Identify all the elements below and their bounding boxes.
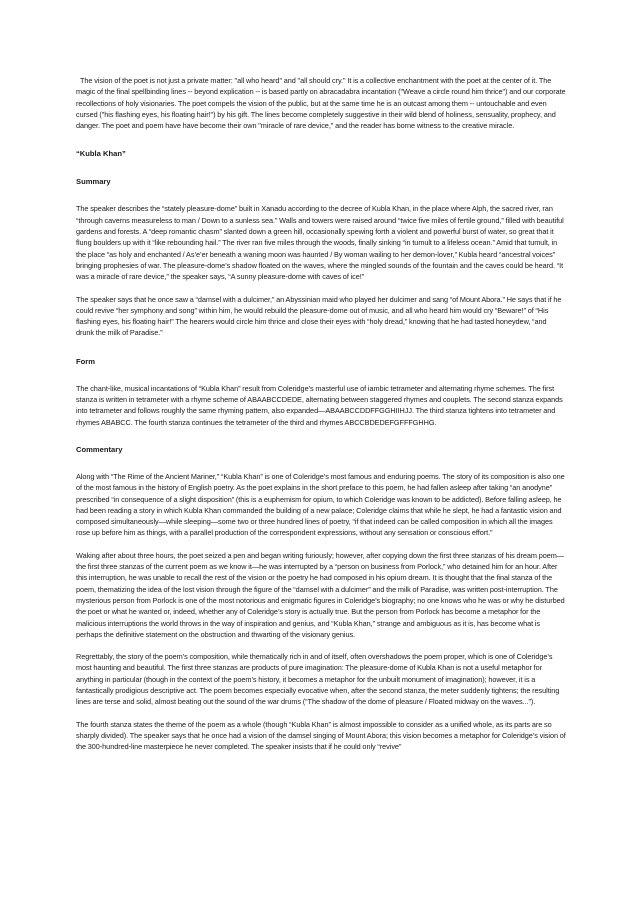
commentary-paragraph-1: Along with “The Rime of the Ancient Mariner,” “Kubla Khan” is one of Coleridge’s most famous and enduring poems. The story of its composition is also one of the most famous in the history of English poetry. As the poet explains in the short preface to this poem, he had fallen asleep after taking “an anodyne” prescribed “in consequence of a slight disposition” (this is a euphemism for opium, to which Coleridge was known to be addicted). Before falling asleep, he had been reading a story in which Kubla Khan commanded the building of a new palace; Coleridge claims that while he slept, he had a fantastic vision and composed simultaneously—while sleeping—some two or three hundred lines of poetry, “if that indeed can be called composition in which all the images rose up before him as things, with a parallel production of the correspondent expressions, without any sensation or conscious effort.” bbox=[76, 471, 565, 538]
form-paragraph-1: The chant-like, musical incantations of “Kubla Khan” result from Coleridge’s masterful use of iambic tetrameter and alternating rhyme schemes. The first stanza is written in tetrameter with a rhyme scheme of ABAABCCDEDE, alternating between staggered rhymes and couplets. The second stanza expands into tetrameter and follows roughly the same rhyming pattern, also expanded—ABAABCCDDFFGGHIIHJJ. The third stanza tightens into tetrameter and rhymes ABABCC. The fourth stanza continues the tetrameter of the third and rhymes ABCCBDEDEFGFFFGHHG. bbox=[76, 383, 563, 427]
commentary-paragraph-4: The fourth stanza states the theme of the poem as a whole (though “Kubla Khan” is almost impossible to consider as a unified whole, as its parts are so sharply divided). The speaker says that he once had a vision of the damsel singing of Mount Abora; this vision becomes a metaphor for Coleridge’s vision of the 300-hundred-line masterpiece he never completed. The speaker insists that if he could only “revive” bbox=[76, 719, 566, 752]
commentary-paragraph-3: Regrettably, the story of the poem’s composition, while thematically rich in and of itself, often overshadows the poem proper, which is one of Coleridge’s most haunting and beautiful. The first three stanzas are products of pure imagination: The pleasure-dome of Kubla Khan is not a useful metaphor for anything in particular (though in the context of the poem’s history, it becomes a metaphor for the unbuilt monument of imagination); however, it is a fantastically prodigious descriptive act. The poem becomes especially evocative when, after the second stanza, the meter suddenly tightens; the resulting lines are terse and solid, almost beating out the sound of the war drums (“The shadow of the dome of pleasure / Floated midway on the waves...”). bbox=[76, 652, 560, 707]
intro-paragraph: The vision of the poet is not just a private matter: "all who heard" and "all should cry." It is a collective enchantment with the poet at the center of it. The magic of the final spellbinding lines -- beyond explication -- is based partly on abracadabra incantation ("Weave a circle round him thrice") and our corporate recollections of holy visionaries. The poet compels the vision of the public, but at the same time he is an outcast among them -- untouchable and even cursed ("his flashing eyes, his floating hair!") by his gift. The lines become completely suggestive in their wild blend of holiness, sensuality, prophecy, and danger. The poet and poem have have become their own "miracle of rare device," and the reader has borne witness to the creative miracle. bbox=[76, 76, 566, 131]
commentary-paragraph-2: Waking after about three hours, the poet seized a pen and began writing furiously; however, after copying down the first three stanzas of his dream poem—the first three stanzas of the current poem as we know it—he was interrupted by a “person on business from Porlock,” who detained him for an hour. After this interruption, he was unable to recall the rest of the vision or the poetry he had composed in his opium dream. It is thought that the final stanza of the poem, thematizing the idea of the lost vision through the figure of the “damsel with a dulcimer” and the milk of Paradise, was written post-interruption. The mysterious person from Porlock is one of the most notorious and enigmatic figures in Coleridge’s biography; no one knows who he was or why he disturbed the poet or what he wanted or, indeed, whether any of Coleridge’s story is actually true. But the person from Porlock has become a metaphor for the malicious interruptions the world throws in the way of inspiration and genius, and “Kubla Khan,” strange and ambiguous as it is, has become what is perhaps the definitive statement on the obstruction and thwarting of the visionary genius. bbox=[76, 550, 565, 639]
form-heading: Form bbox=[76, 356, 95, 366]
summary-paragraph-2: The speaker says that he once saw a “damsel with a dulcimer,” an Abyssinian maid who played her dulcimer and sang “of Mount Abora.” He says that if he could revive “her symphony and song” within him, he would rebuild the pleasure-dome out of music, and all who heard him would cry “Beware!” of “His flashing eyes, his floating hair!” The hearers would circle him thrice and close their eyes with “holy dread,” knowing that he had tasted honeydew, “and drunk the milk of Paradise.” bbox=[76, 294, 562, 338]
poem-title: “Kubla Khan” bbox=[76, 149, 126, 159]
document-page bbox=[76, 75, 566, 752]
commentary-heading: Commentary bbox=[76, 444, 123, 454]
summary-paragraph-1: The speaker describes the “stately pleasure-dome” built in Xanadu according to the decree of Kubla Khan, in the place where Alph, the sacred river, ran “through caverns measureless to man / Down to a sunless sea.” Walls and towers were raised around “twice five miles of fertile ground,” filled with beautiful gardens and forests. A “deep romantic chasm” slanted down a green hill, occasionally spewing forth a violent and powerful burst of water, so great that it flung boulders up with it “like rebounding hail.” The river ran five miles through the woods, finally sinking “in tumult to a lifeless ocean.” Amid that tumult, in the place “as holy and enchanted / As’e’er beneath a waning moon was haunted / By woman wailing to her demon-lover,” Kubla heard “ancestral voices” bringing prophesies of war. The pleasure-dome’s shadow floated on the waves, where the mingled sounds of the fountain and the caves could be heard. “It was a miracle of rare device,” the speaker says, “A sunny pleasure-dome with caves of ice!” bbox=[76, 204, 564, 282]
summary-heading: Summary bbox=[76, 177, 111, 187]
